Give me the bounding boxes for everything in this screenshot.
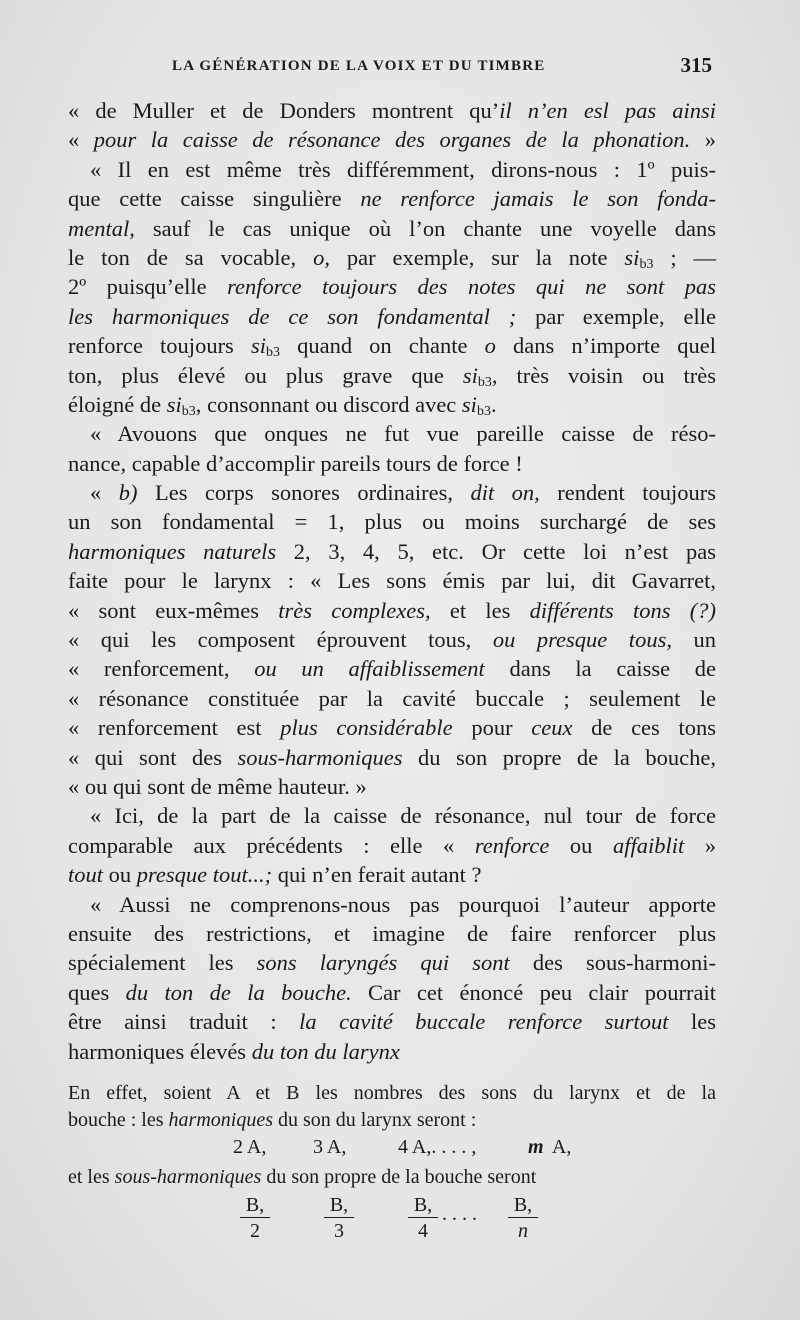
text-line [68, 684, 716, 713]
text-segment: rendent toujours [539, 480, 716, 506]
italic-text: ou presque tous, [492, 627, 672, 653]
text-segment: être ainsi traduit : [68, 1009, 300, 1035]
italic-text: ou un affaiblissement [254, 656, 485, 682]
text-segment: par exemple, elle [516, 303, 716, 329]
text-segment: des sous-harmoni- [509, 950, 716, 976]
text-line [68, 125, 716, 154]
text-segment: « Il en est même très différemment, dirons-nous : 1º puis- [90, 156, 716, 182]
italic-text: sous-harmoniques [114, 1165, 262, 1188]
italic-text: renforce toujours des notes qui ne sont pas [227, 274, 716, 300]
italic-text: ceux [531, 715, 573, 741]
text-segment: ou [103, 862, 137, 888]
text-segment: , consonnant ou discord avec [195, 391, 462, 417]
text-line [68, 743, 716, 772]
fraction-denominator: n [518, 1219, 528, 1242]
harmonics-series [68, 1134, 716, 1164]
text-segment: En effet, soient A et B les nombres des sons du larynx et de la [68, 1081, 716, 1104]
text-segment: 2, 3, 4, 5, etc. Or cette loi n’est pas [276, 538, 716, 564]
subscript: b3 [265, 345, 280, 361]
text-line [68, 155, 716, 184]
text-segment: un son fondamental = 1, plus ou moins surchargé de ses [68, 509, 716, 535]
page-header [172, 48, 712, 88]
series-term: m [528, 1135, 544, 1158]
text-line [68, 272, 716, 301]
text-line [68, 478, 716, 507]
text-segment: . [490, 391, 497, 417]
text-segment: « Aussi ne comprenons-nous pas pourquoi l’auteur apporte [90, 891, 716, 917]
italic-text: si [624, 244, 640, 270]
text-line [68, 772, 716, 801]
fraction [324, 1193, 354, 1244]
series-term: 2 A, [233, 1135, 267, 1158]
italic-text: harmoniques [168, 1108, 273, 1131]
italic-text: b) [118, 480, 138, 506]
text-segment: ou [549, 832, 613, 858]
fraction [408, 1193, 438, 1244]
text-segment: ; — [653, 244, 716, 270]
text-segment: renforce toujours [68, 333, 251, 359]
text-segment: comparable aux précédents : elle « [68, 832, 475, 858]
fraction-numerator: B, [324, 1193, 354, 1218]
italic-text: les harmoniques de ce son fondamental ; [68, 303, 517, 329]
text-segment: quand on chante [279, 333, 485, 359]
italic-text: mental, [68, 215, 135, 241]
text-segment: les [668, 1009, 716, 1035]
page-number: 315 [680, 53, 712, 77]
series-term: 3 A, [313, 1135, 347, 1158]
text-segment: « sont eux-mêmes [68, 597, 279, 623]
text-segment: ensuite des restrictions, et imagine de faire renforcer plus [68, 920, 716, 946]
italic-text: du ton de la bouche. [125, 979, 352, 1005]
text-segment: « [68, 127, 94, 153]
text-segment: « de Muller et de Donders montrent qu’ [68, 98, 500, 123]
fraction-numerator: B, [508, 1193, 538, 1218]
text-segment: « renforcement est [68, 715, 281, 741]
text-line [68, 566, 716, 595]
text-segment: » [684, 832, 717, 858]
text-line [68, 596, 716, 625]
fraction-denominator: 4 [418, 1219, 428, 1242]
fraction [508, 1193, 538, 1244]
footnote-block [68, 1080, 716, 1253]
text-segment: , très voisin ou très [491, 362, 717, 388]
paragraph-lines [68, 96, 716, 1066]
text-segment: et les [430, 597, 530, 623]
text-line [68, 860, 716, 889]
footnote-line [68, 1164, 716, 1191]
text-line [68, 243, 716, 272]
series-term: A, [548, 1135, 572, 1158]
text-line [68, 390, 716, 419]
text-line [68, 419, 716, 448]
fraction-denominator: 2 [250, 1219, 260, 1242]
italic-text: affaiblit [612, 832, 685, 858]
text-segment: du son propre de la bouche, [402, 744, 716, 770]
text-segment: « résonance constituée par la cavité buccale ; seulement le [68, 685, 716, 711]
text-line [68, 302, 716, 331]
italic-text: du ton du larynx [251, 1038, 400, 1064]
text-line [68, 1037, 716, 1066]
text-segment: le ton de sa vocable, [68, 244, 314, 270]
text-segment: du son du larynx seront : [272, 1108, 477, 1131]
subscript: b3 [477, 374, 492, 390]
series-term: 4 A,. . . . , [398, 1135, 477, 1158]
text-segment: Les corps sonores ordinaires, [137, 480, 471, 506]
footnote-line [68, 1107, 716, 1134]
italic-text: harmoniques naturels [68, 538, 277, 564]
text-segment: que cette caisse singulière [68, 186, 361, 212]
text-segment: pour [452, 715, 532, 741]
text-segment: et les [68, 1165, 115, 1188]
footnote-line [68, 1080, 716, 1107]
italic-text: dit on, [470, 480, 540, 506]
text-line [68, 537, 716, 566]
subscript: b3 [476, 403, 491, 419]
text-line [68, 919, 716, 948]
text-line [68, 214, 716, 243]
text-line [68, 361, 716, 390]
text-segment: un [671, 627, 716, 653]
subharmonics-fractions [68, 1193, 716, 1253]
italic-text: renforce [474, 832, 550, 858]
subscript: b3 [639, 256, 654, 272]
text-line [68, 507, 716, 536]
fraction [240, 1193, 270, 1244]
text-segment: éloigné de [68, 391, 167, 417]
text-line [68, 625, 716, 654]
text-segment: harmoniques élevés [68, 1038, 252, 1064]
text-segment: spécialement les [68, 950, 257, 976]
text-segment: ques [68, 979, 126, 1005]
main-text [68, 96, 716, 1253]
text-line [68, 654, 716, 683]
text-line [68, 801, 716, 830]
text-line [68, 184, 716, 213]
text-segment: Car cet énoncé peu clair pourrait [351, 979, 716, 1005]
text-segment: qui n’en ferait autant ? [272, 862, 482, 888]
text-line [68, 831, 716, 860]
italic-text: très complexes, [278, 597, 431, 623]
fraction-denominator: 3 [334, 1219, 344, 1242]
text-segment: 2º puisqu’elle [68, 274, 228, 300]
text-segment: « renforcement, [68, 656, 255, 682]
italic-text: si [462, 362, 478, 388]
text-line [68, 713, 716, 742]
text-segment: » [690, 127, 717, 153]
italic-text: si [250, 333, 266, 359]
italic-text: il n’en esl pas ainsi [499, 98, 716, 123]
text-line [68, 1007, 716, 1036]
text-segment: par exemple, sur la note [329, 244, 625, 270]
text-line [68, 331, 716, 360]
text-line [68, 96, 716, 125]
italic-text: o, [313, 244, 330, 270]
text-segment: faite pour le larynx : « Les sons émis par lui, dit Gavarret, [68, 568, 716, 594]
text-segment: ton, plus élevé ou plus grave que [68, 362, 463, 388]
text-segment: dans n’importe quel [495, 333, 716, 359]
italic-text: si [166, 391, 182, 417]
text-line [68, 449, 716, 478]
italic-text: si [461, 391, 477, 417]
italic-text: plus considérable [280, 715, 453, 741]
text-segment: « ou qui sont de même hauteur. » [68, 773, 367, 799]
text-segment: « qui les composent éprouvent tous, [68, 627, 493, 653]
text-segment: du son propre de la bouche seront [261, 1165, 537, 1188]
text-segment: « qui sont des [68, 744, 238, 770]
fraction-numerator: B, [408, 1193, 438, 1218]
italic-text: différents tons (?) [529, 597, 717, 623]
text-segment: bouche : les [68, 1108, 169, 1131]
text-segment: « [90, 480, 119, 506]
italic-text: pour la caisse de résonance des organes de la phonation. [93, 127, 691, 153]
italic-text: tout [68, 862, 104, 888]
text-segment: nance, capable d’accomplir pareils tours de force ! [68, 450, 523, 476]
text-line [68, 948, 716, 977]
text-segment: dans la caisse de [484, 656, 716, 682]
running-head: LA GÉNÉRATION DE LA VOIX ET DU TIMBRE [172, 58, 546, 74]
subscript: b3 [181, 403, 196, 419]
text-segment: « Avouons que onques ne fut vue pareille caisse de réso- [90, 421, 716, 447]
italic-text: sous-harmoniques [237, 744, 403, 770]
text-line [68, 978, 716, 1007]
italic-text: ne renforce jamais le son fonda- [360, 186, 716, 212]
text-segment: « Ici, de la part de la caisse de résonance, nul tour de force [90, 803, 716, 829]
fraction-numerator: B, [240, 1193, 270, 1218]
italic-text: sons laryngés qui sont [256, 950, 510, 976]
text-line [68, 890, 716, 919]
italic-text: presque tout...; [136, 862, 273, 888]
ellipsis: . . . . [442, 1202, 477, 1225]
text-segment: sauf le cas unique où l’on chante une voyelle dans [134, 215, 716, 241]
italic-text: la cavité buccale renforce surtout [299, 1009, 669, 1035]
italic-text: o [484, 333, 496, 359]
text-segment: de ces tons [572, 715, 716, 741]
